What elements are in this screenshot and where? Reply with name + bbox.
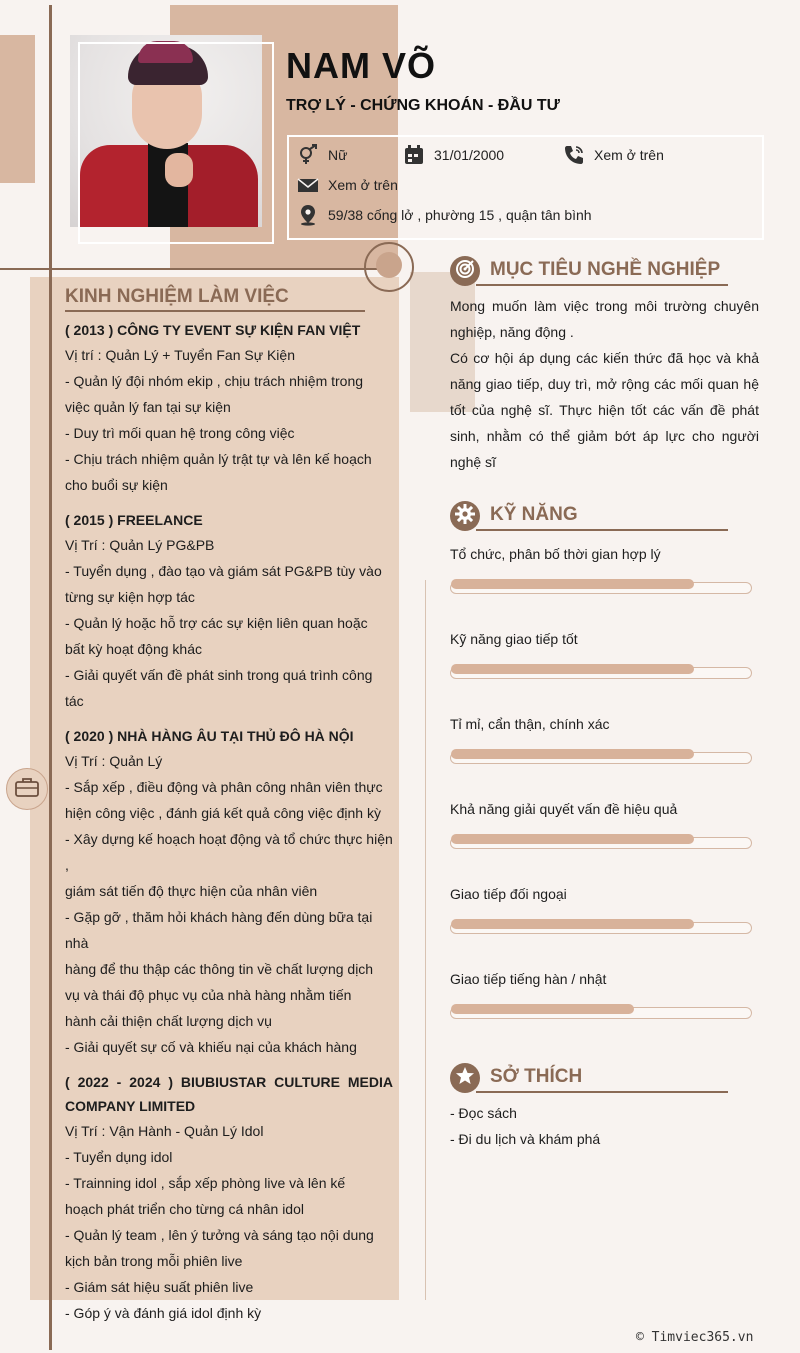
photo-frame [78, 42, 274, 244]
skill-bar-fill [451, 1004, 634, 1014]
gear-icon [454, 503, 476, 530]
job-line: Vị Trí : Vận Hành - Quản Lý Idol [65, 1123, 264, 1139]
objective-paragraph: Có cơ hội áp dụng các kiến thức đã học và khả năng giao tiếp, duy trì, mở rộng các mối quan hệ tốt của nghệ sĩ. Thực hiện tốt các vấn đề phát sinh, nhằm có thể giảm bớt áp lực cho người nghệ sĩ [450, 350, 759, 470]
skill-label: Tổ chức, phân bố thời gian hợp lý [450, 546, 661, 562]
birthday-value: 31/01/2000 [434, 147, 505, 163]
phone-info [563, 144, 664, 166]
heading-underline [476, 529, 728, 531]
heading-underline [65, 310, 365, 312]
job-line: cho buổi sự kiện [65, 477, 168, 493]
job-line: - Giải quyết sự cố và khiếu nại của khách hàng [65, 1039, 357, 1055]
skill-bar-fill [451, 834, 694, 844]
job-line: Vị Trí : Quản Lý PG&PB [65, 537, 215, 553]
hobbies-heading: SỞ THÍCH [490, 1066, 583, 1087]
gear-badge [450, 501, 480, 531]
skill-item [450, 886, 752, 934]
job-line: - Góp ý và đánh giá idol định kỳ [65, 1305, 262, 1321]
job-line: Vị trí : Quản Lý + Tuyển Fan Sự Kiện [65, 347, 295, 363]
job-line: - Giám sát hiệu suất phiên live [65, 1279, 254, 1295]
job-heading: ( 2020 ) NHÀ HÀNG ÂU TẠI THỦ ĐÔ HÀ NỘI [65, 728, 354, 744]
job-line: việc quản lý fan tại sự kiện [65, 399, 231, 415]
objective-heading: MỤC TIÊU NGHỀ NGHIỆP [490, 259, 721, 280]
phone-icon [563, 144, 585, 166]
email-value: Xem ở trên [328, 177, 398, 193]
job-line: hành cải thiện chất lượng dịch vụ [65, 1013, 272, 1029]
job-line: - Quản lý đội nhóm ekip , chịu trách nhiệm trong [65, 373, 364, 389]
skill-label: Tỉ mỉ, cẩn thận, chính xác [450, 716, 610, 732]
gender-value: Nữ [328, 147, 348, 163]
job-line: - Tuyển dụng idol [65, 1149, 173, 1165]
skill-bar-fill [451, 664, 694, 674]
job-line: - Sắp xếp , điều động và phân công nhân viên thực [65, 779, 383, 795]
heading-underline [476, 284, 728, 286]
skill-item [450, 546, 752, 594]
job-line: bất kỳ hoạt động khác [65, 641, 202, 657]
birthday-info [403, 144, 504, 166]
target-badge [450, 256, 480, 286]
skill-item [450, 971, 752, 1019]
job-line: hiện công việc , đánh giá kết quả công việc định kỳ [65, 805, 381, 821]
experience-heading: KINH NGHIỆM LÀM VIỆC [65, 286, 289, 307]
skill-bar-fill [451, 919, 694, 929]
skill-item [450, 716, 752, 764]
star-icon [455, 1066, 475, 1091]
skill-bar-track [450, 667, 752, 679]
target-icon [455, 259, 475, 284]
skill-bar-track [450, 752, 752, 764]
job-heading: ( 2015 ) FREELANCE [65, 512, 203, 528]
skill-bar-track [450, 1007, 752, 1019]
job-line: giám sát tiến độ thực hiện của nhân viên [65, 883, 318, 899]
envelope-icon [297, 174, 319, 196]
address-info [297, 204, 592, 226]
job-line: - Trainning idol , sắp xếp phòng live và lên kế [65, 1175, 346, 1191]
job-line: - Tuyển dụng , đào tạo và giám sát PG&PB tùy vào [65, 563, 382, 579]
job-line: - Quản lý hoặc hỗ trợ các sự kiện liên quan hoặc [65, 615, 368, 631]
heading-underline [476, 1091, 728, 1093]
job-line: - Giải quyết vấn đề phát sinh trong quá trình công [65, 667, 373, 683]
job-line: - Duy trì mối quan hệ trong công việc [65, 425, 295, 441]
hobby-item: - Đọc sách [450, 1105, 517, 1121]
timeline-line [49, 5, 52, 1350]
skill-label: Giao tiếp tiếng hàn / nhật [450, 971, 607, 987]
footer-credit: © Timviec365.vn [636, 1330, 754, 1345]
hobbies-list [450, 1100, 600, 1152]
job-heading: ( 2013 ) CÔNG TY EVENT SỰ KIỆN FAN VIỆT [65, 322, 361, 338]
skill-item [450, 801, 752, 849]
job-line: từng sự kiện hợp tác [65, 589, 195, 605]
job-entry [65, 724, 393, 1060]
objective-text [450, 293, 759, 475]
job-entry [65, 508, 393, 714]
divider-line [0, 268, 400, 270]
address-value: 59/38 cống lở , phường 15 , quận tân bình [328, 207, 592, 223]
skill-label: Giao tiếp đối ngoại [450, 886, 567, 902]
job-line: tác [65, 693, 84, 709]
job-line: Vị Trí : Quản Lý [65, 753, 163, 769]
job-line: - Gặp gỡ , thăm hỏi khách hàng đến dùng bữa tại nhà [65, 909, 373, 951]
briefcase-icon [14, 776, 40, 803]
job-line: - Chịu trách nhiệm quản lý trật tự và lên kế hoạch [65, 451, 372, 467]
job-entry [65, 318, 393, 498]
experience-list [65, 318, 393, 1326]
skill-bar-fill [451, 579, 694, 589]
objective-paragraph: Mong muốn làm việc trong môi trường chuyên nghiệp, năng động . [450, 298, 759, 340]
skill-label: Khả năng giải quyết vấn đề hiệu quả [450, 801, 678, 817]
skill-bar-track [450, 837, 752, 849]
skill-bar-track [450, 922, 752, 934]
job-heading: ( 2022 - 2024 ) BIUBIUSTAR CULTURE MEDIA COMPANY LIMITED [65, 1074, 393, 1114]
skills-heading: KỸ NĂNG [490, 504, 578, 525]
email-info [297, 174, 398, 196]
phone-value: Xem ở trên [594, 147, 664, 163]
job-title: TRỢ LÝ - CHỨNG KHOÁN - ĐẦU TƯ [286, 97, 560, 114]
job-line: - Quản lý team , lên ý tưởng và sáng tạo nội dung [65, 1227, 374, 1243]
star-badge [450, 1063, 480, 1093]
divider-line [425, 580, 426, 1300]
hobby-item: - Đi du lịch và khám phá [450, 1131, 601, 1147]
gender-icon [297, 144, 319, 166]
candidate-name: NAM VÕ [286, 45, 436, 86]
job-line: kịch bản trong mỗi phiên live [65, 1253, 243, 1269]
skill-item [450, 631, 752, 679]
decorative-block [0, 35, 35, 183]
location-pin-icon [297, 204, 319, 226]
job-line: vụ và thái độ phục vụ của nhà hàng nhằm tiến [65, 987, 352, 1003]
skill-bar-track [450, 582, 752, 594]
gender-info [297, 144, 347, 166]
job-line: hàng để thu thập các thông tin về chất lượng dịch [65, 961, 374, 977]
skill-bar-fill [451, 749, 694, 759]
job-line: hoạch phát triển cho từng cá nhân idol [65, 1201, 304, 1217]
job-entry [65, 1070, 393, 1326]
job-line: - Xây dựng kế hoạch hoạt động và tổ chức thực hiện , [65, 831, 393, 873]
decorative-dot [376, 252, 402, 278]
briefcase-badge [6, 768, 48, 810]
skill-label: Kỹ năng giao tiếp tốt [450, 631, 578, 647]
calendar-icon [403, 144, 425, 166]
